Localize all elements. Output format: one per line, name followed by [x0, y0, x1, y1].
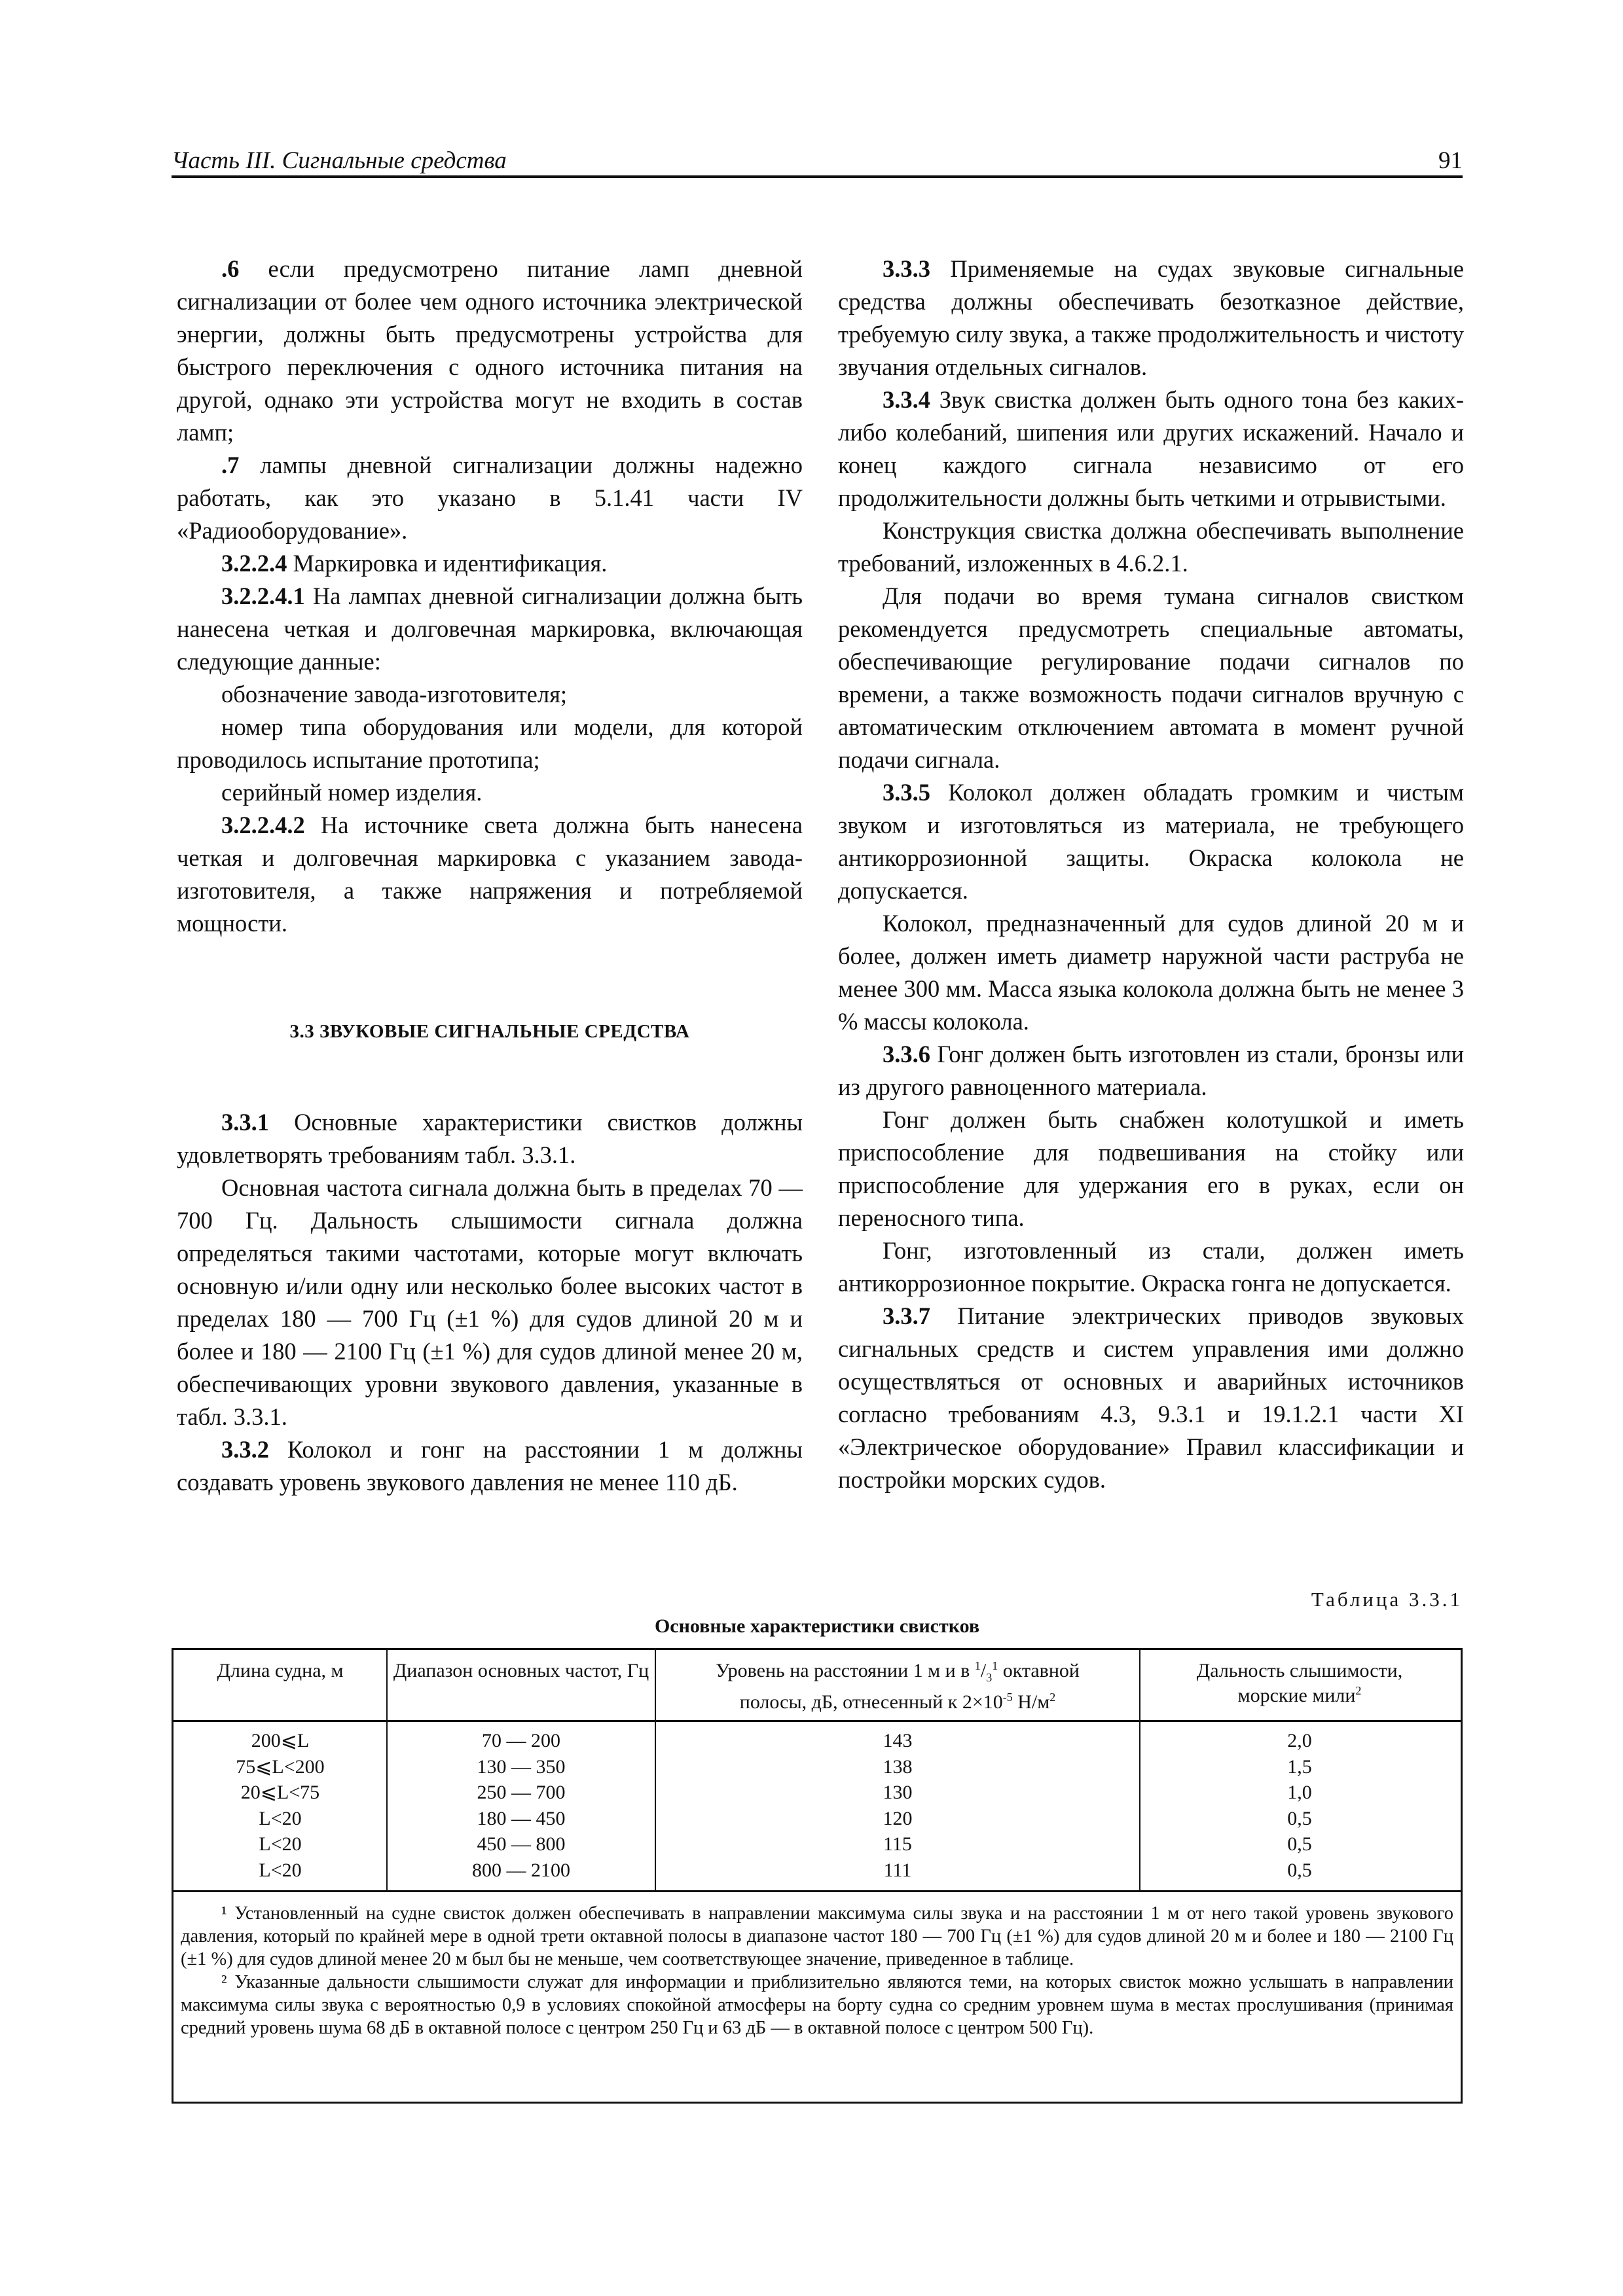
paragraph-text: серийный номер изделия. — [221, 779, 483, 806]
paragraph — [177, 776, 803, 809]
table-header-cell: Длина судна, м — [217, 1660, 344, 1681]
paragraph-text: Гонг должен быть изготовлен из стали, бронзы или из другого равноценного материала. — [838, 1041, 1464, 1100]
paragraph — [177, 1433, 803, 1499]
paragraph — [177, 711, 803, 776]
table-title: Основные характеристики свистков — [654, 1615, 980, 1637]
table-cell: 130 — [883, 1782, 913, 1803]
paragraph — [177, 580, 803, 678]
table-cell: 180 — 450 — [477, 1807, 566, 1829]
right-column — [838, 253, 1464, 1496]
table-cell: 111 — [883, 1859, 912, 1881]
table-cell: 120 — [883, 1807, 913, 1829]
left-column-section-3-3 — [177, 1106, 803, 1499]
paragraph — [838, 1038, 1464, 1103]
paragraph-text: Основные характеристики свистков должны удовлетворять требованиям табл. 3.3.1. — [177, 1109, 803, 1168]
paragraph — [838, 384, 1464, 514]
paragraph-text: Конструкция свистка должна обеспечивать выполнение требований, изложенных в 4.6.2.1. — [838, 517, 1464, 577]
table-label: Таблица 3.3.1 — [1311, 1588, 1463, 1611]
table-cell: 800 — 2100 — [472, 1859, 570, 1881]
clause-number: 3.3.7 — [883, 1302, 930, 1329]
clause-number: 3.3.2 — [221, 1436, 269, 1463]
paragraph-text: На лампах дневной сигнализации должна быть нанесена четкая и долговечная маркировка, включающая следующие данные: — [177, 583, 803, 675]
table-cell: 450 — 800 — [477, 1833, 566, 1855]
paragraph — [838, 514, 1464, 580]
table-body-divider — [172, 1890, 1463, 1892]
page-header — [172, 143, 1463, 178]
paragraph — [838, 253, 1464, 384]
paragraph — [177, 547, 803, 580]
paragraph — [838, 1234, 1464, 1300]
table-cell: L<20 — [259, 1833, 302, 1855]
paragraph-text: обозначение завода-изготовителя; — [221, 681, 568, 708]
clause-number: 3.3.1 — [221, 1109, 269, 1136]
paragraph-text: Колокол, предназначенный для судов длиной 20 м и более, должен иметь диаметр наружной части раструба не менее 300 мм. Масса языка колокола должна быть не менее 3 % массы колокола. — [838, 910, 1464, 1035]
clause-number: 3.2.2.4.1 — [221, 583, 305, 609]
paragraph — [177, 809, 803, 940]
table-header-cell: Дальность слышимости, морские мили$^2$ — [1196, 1660, 1403, 1706]
clause-number: 3.3.4 — [883, 386, 930, 413]
paragraph — [838, 907, 1464, 1038]
table-cell: L<20 — [259, 1807, 302, 1829]
paragraph-text: Гонг должен быть снабжен колотушкой и иметь приспособление для подвешивания на стойку или приспособление для удержания его в руках, если он переносного типа. — [838, 1106, 1464, 1231]
paragraph — [177, 1106, 803, 1172]
paragraph — [838, 1300, 1464, 1496]
clause-number: 3.3.5 — [883, 779, 930, 806]
paragraph-text: Маркировка и идентификация. — [287, 550, 608, 577]
table-cell: 138 — [883, 1755, 913, 1778]
table-cell: 200⩽L — [251, 1730, 310, 1751]
clause-number: .6 — [221, 255, 240, 282]
table-cell: 70 — 200 — [482, 1730, 560, 1751]
section-heading: 3.3 ЗВУКОВЫЕ СИГНАЛЬНЫЕ СРЕДСТВА — [289, 1021, 690, 1042]
paragraph-text: На источнике света должна быть нанесена четкая и долговечная маркировка с указанием завода-изготовителя, а также напряжения и потребляемой мощности. — [177, 812, 803, 937]
table-note: ¹ Установленный на судне свисток должен обеспечивать в направлении максимума силы звука и на расстоянии 1 м от него такой уровень звукового давления, который по крайней мере в одной трети октавной полосы в диапазоне частот 180 — 700 Гц (±1 %) для судов длиной 20 м и более и 180 — 2100 Гц (±1 %) для судов длиной менее 20 м был бы не меньше, чем соответствующее значение, приведенное в таблице. — [181, 1903, 1453, 1969]
paragraph-text: Для подачи во время тумана сигналов свистком рекомендуется предусмотреть специальные автоматы, обеспечивающие регулирование подачи сигналов по времени, а также возможность подачи сигналов вручную с автоматическим отключением автомата в момент ручной подачи сигнала. — [838, 583, 1464, 773]
clause-number: .7 — [221, 452, 240, 478]
table-cell: 0,5 — [1287, 1859, 1312, 1881]
paragraph — [177, 253, 803, 449]
paragraph-text: Колокол и гонг на расстоянии 1 м должны создавать уровень звукового давления не менее 110 дБ. — [177, 1436, 803, 1496]
header-title: Часть III. Сигнальные средства — [172, 147, 507, 174]
paragraph-text: Гонг, изготовленный из стали, должен иметь антикоррозионное покрытие. Окраска гонга не допускается. — [838, 1237, 1464, 1297]
paragraph-text: Питание электрических приводов звуковых сигнальных средств и систем управления ими должно осуществляться от основных и аварийных источников согласно требованиям 4.3, 9.3.1 и 19.1.2.1 части XI «Электрическое оборудование» Правил классификации и постройки морских судов. — [838, 1302, 1464, 1493]
paragraph-text: Применяемые на судах звуковые сигнальные средства должны обеспечивать безотказное действие, требуемую силу звука, а также продолжительность и чистоту звучания отдельных сигналов. — [838, 255, 1464, 380]
page-number: 91 — [1438, 147, 1463, 174]
left-column — [177, 253, 803, 940]
table-cell: 0,5 — [1287, 1807, 1312, 1829]
clause-number: 3.3.6 — [883, 1041, 930, 1067]
paragraph — [838, 776, 1464, 907]
paragraph-text: Звук свистка должен быть одного тона без каких-либо колебаний, шипения или других искажений. Начало и конец каждого сигнала независимо от его продолжительности должны быть четкими и отрывистыми. — [838, 386, 1464, 511]
paragraph-text: Основная частота сигнала должна быть в пределах 70 — 700 Гц. Дальность слышимости сигнала должна определяться такими частотами, которые могут включать основную и/или одну или несколько более высоких частот в пределах 180 — 700 Гц (±1 %) для судов длиной 20 м и более и 180 — 2100 Гц (±1 %) для судов длиной менее 20 м, обеспечивающих уровни звукового давления, указанные в табл. 3.3.1. — [177, 1174, 803, 1430]
paragraph — [838, 580, 1464, 776]
table-cell: 250 — 700 — [477, 1782, 566, 1803]
table-cell: 2,0 — [1287, 1730, 1312, 1751]
table-cell: L<20 — [259, 1859, 302, 1881]
paragraph — [177, 449, 803, 547]
table-cell: 143 — [883, 1730, 913, 1751]
table-cell: 0,5 — [1287, 1833, 1312, 1855]
table-header-cell: Диапазон основных частот, Гц — [393, 1660, 649, 1681]
paragraph-text: лампы дневной сигнализации должны надежно работать, как это указано в 5.1.41 части IV «Радиооборудование». — [177, 452, 803, 544]
table-header-cell: Уровень на расстоянии 1 м и в $^1/_3^1$ октавной полосы, дБ, отнесенный к $2\times 10^{-5}$ $Н/м^2$ — [716, 1659, 1080, 1713]
table-cell: 1,0 — [1287, 1782, 1312, 1803]
paragraph-text: номер типа оборудования или модели, для которой проводилось испытание прототипа; — [177, 713, 803, 773]
table-cell: 130 — 350 — [477, 1755, 566, 1778]
table-cell: 1,5 — [1287, 1755, 1312, 1778]
paragraph — [177, 1172, 803, 1433]
clause-number: 3.2.2.4.2 — [221, 812, 305, 838]
table-cell: 20⩽L<75 — [240, 1782, 320, 1803]
paragraph-text: Колокол должен обладать громким и чистым звуком и изготовляться из материала, не требующего антикоррозионной защиты. Окраска колокола не допускается. — [838, 779, 1464, 904]
clause-number: 3.2.2.4 — [221, 550, 287, 577]
clause-number: 3.3.3 — [883, 255, 930, 282]
table-notes — [181, 1902, 1453, 2039]
table-note: ² Указанные дальности слышимости служат для информации и приблизительно являются теми, на которых свисток можно услышать в направлении максимума силы звука с вероятностью 0,9 в условиях спокойной атмосферы на борту судна со средним уровнем шума в местах прослушивания (принимая средний уровень шума 68 дБ в октавной полосе с центром 250 Гц и 63 дБ — в октавной полосе с центром 500 Гц). — [181, 1972, 1453, 2038]
table-cell: 115 — [883, 1833, 912, 1855]
paragraph — [177, 678, 803, 711]
paragraph — [838, 1103, 1464, 1234]
table-cell: 75⩽L<200 — [236, 1755, 325, 1778]
paragraph-text: если предусмотрено питание ламп дневной сигнализации от более чем одного источника электрической энергии, должны быть предусмотрены устройства для быстрого переключения с одного источника питания на другой, однако эти устройства могут не входить в состав ламп; — [177, 255, 803, 446]
